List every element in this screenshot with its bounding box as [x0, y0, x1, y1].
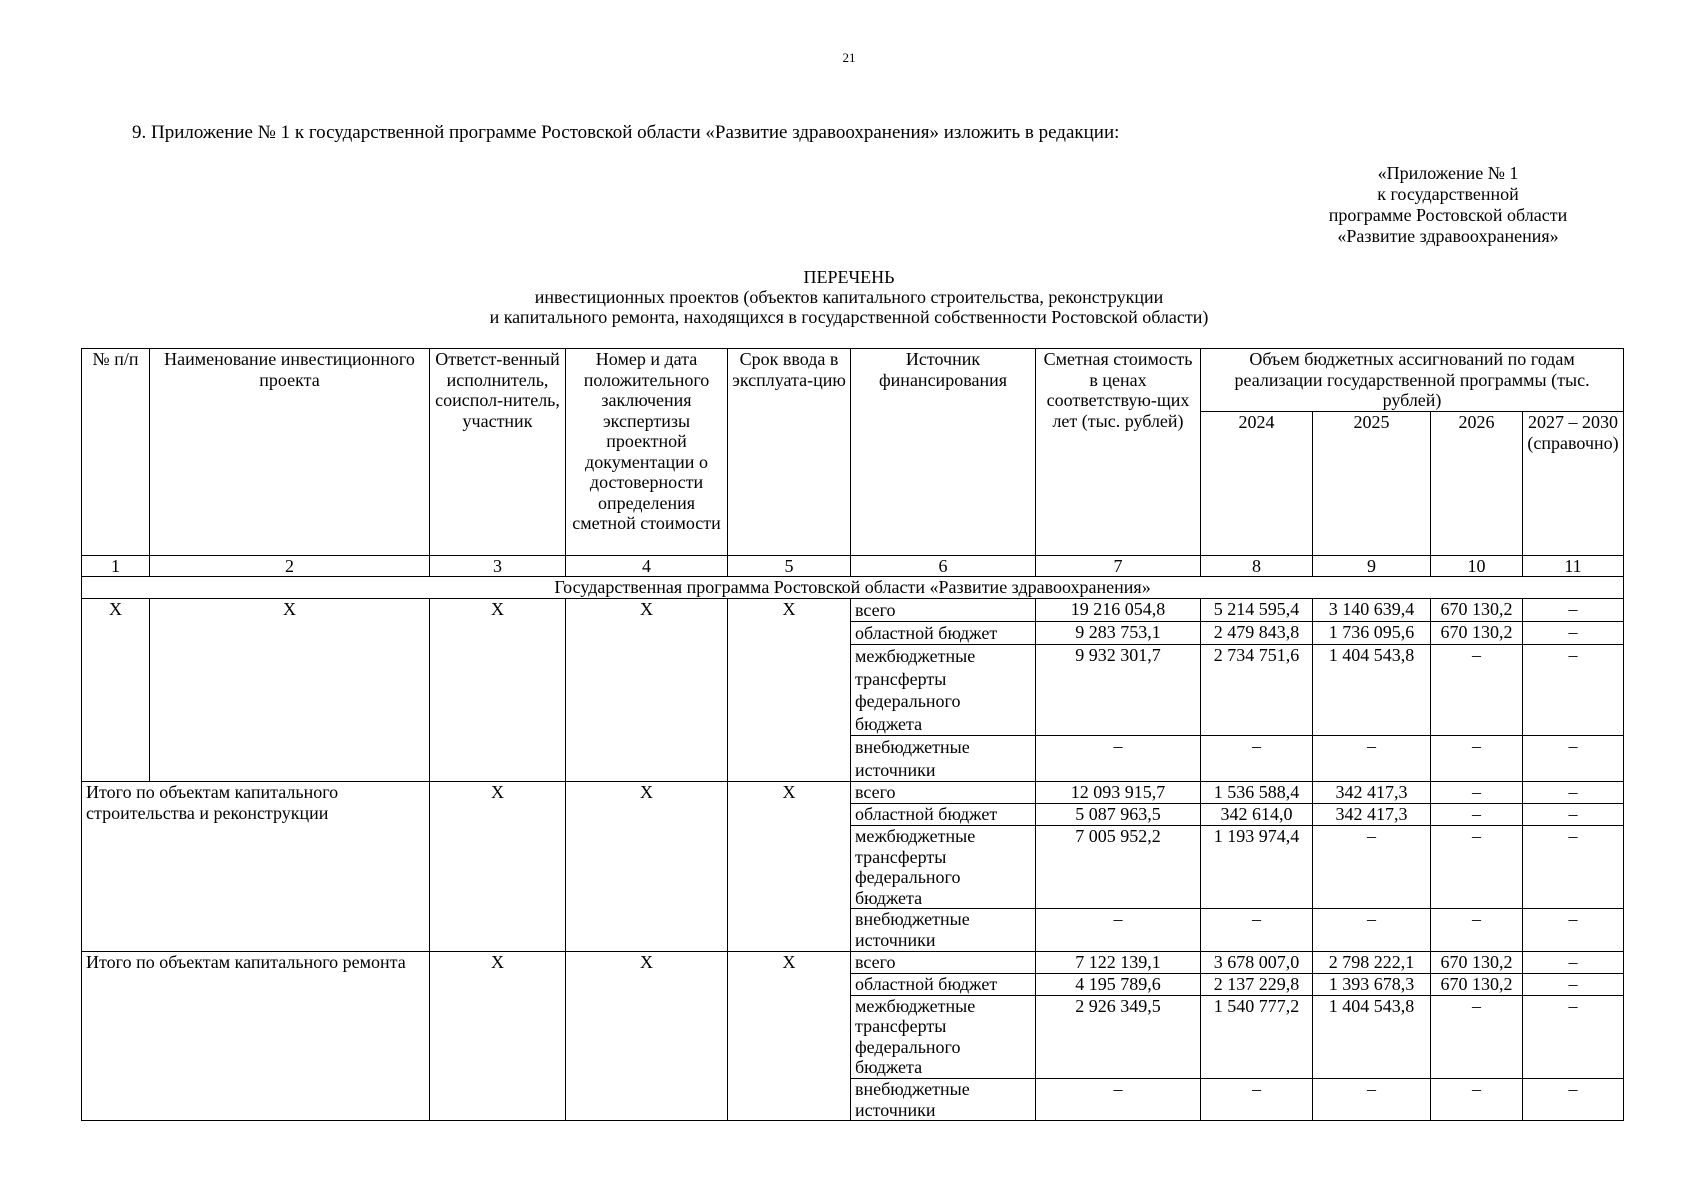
x-mark: X [150, 599, 430, 782]
header-funding-source: Источник финансирования [851, 349, 1036, 556]
x-mark: X [566, 782, 728, 952]
x-mark: X [728, 951, 851, 1121]
column-number: 1 [82, 556, 150, 577]
cell-2026: – [1431, 909, 1523, 951]
cell-2024: 2 137 229,8 [1201, 973, 1313, 995]
source-label: внебюджетные источники [851, 909, 1036, 951]
cell-2025: 2 798 222,1 [1313, 951, 1431, 973]
cell-2027-2030: – [1523, 804, 1624, 826]
cell-2026: – [1431, 826, 1523, 909]
column-number: 8 [1201, 556, 1313, 577]
cell-estimated-cost: – [1036, 1078, 1201, 1120]
cell-2027-2030: – [1523, 995, 1624, 1078]
x-mark: X [430, 599, 566, 782]
cell-2024: – [1201, 736, 1313, 782]
header-num: № п/п [82, 349, 150, 556]
x-mark: X [566, 951, 728, 1121]
header-estimated-cost: Сметная стоимость в ценах соответствую-щих лет (тыс. рублей) [1036, 349, 1201, 556]
cell-2024: 1 536 588,4 [1201, 782, 1313, 804]
header-expertise: Номер и дата положительного заключения экспертизы проектной документации о достоверности определения сметной стоимости [566, 349, 728, 556]
group-name: Итого по объектам капитального ремонта [82, 951, 430, 1121]
document-title [0, 267, 1698, 327]
cell-estimated-cost: 5 087 963,5 [1036, 804, 1201, 826]
cell-2024: 1 540 777,2 [1201, 995, 1313, 1078]
column-number: 7 [1036, 556, 1201, 577]
cell-2027-2030: – [1523, 645, 1624, 736]
cell-2025: 1 736 095,6 [1313, 622, 1431, 645]
column-number: 5 [728, 556, 851, 577]
cell-2026: 670 130,2 [1431, 973, 1523, 995]
cell-estimated-cost: 7 005 952,2 [1036, 826, 1201, 909]
appendix-reference [1278, 163, 1618, 247]
source-label: всего [851, 782, 1036, 804]
appendix-line: «Развитие здравоохранения» [1337, 226, 1559, 246]
cell-estimated-cost: – [1036, 736, 1201, 782]
column-number: 3 [430, 556, 566, 577]
appendix-line: программе Ростовской области [1328, 205, 1568, 225]
cell-2024: – [1201, 1078, 1313, 1120]
cell-estimated-cost: 9 283 753,1 [1036, 622, 1201, 645]
cell-2024: 2 734 751,6 [1201, 645, 1313, 736]
cell-2027-2030: – [1523, 622, 1624, 645]
cell-2025: 1 393 678,3 [1313, 973, 1431, 995]
cell-2027-2030: – [1523, 826, 1624, 909]
header-years-2027-2030: 2027 – 2030 (справочно) [1523, 412, 1624, 556]
cell-2027-2030: – [1523, 782, 1624, 804]
cell-estimated-cost: 12 093 915,7 [1036, 782, 1201, 804]
cell-2025: 3 140 639,4 [1313, 599, 1431, 622]
source-label: межбюджетные трансферты федерального бюджета [851, 826, 1036, 909]
source-label: всего [851, 951, 1036, 973]
cell-estimated-cost: 19 216 054,8 [1036, 599, 1201, 622]
x-mark: X [728, 782, 851, 952]
column-number: 4 [566, 556, 728, 577]
x-mark: X [728, 599, 851, 782]
column-number: 2 [150, 556, 430, 577]
cell-2026: – [1431, 995, 1523, 1078]
cell-2027-2030: – [1523, 909, 1624, 951]
cell-2025: – [1313, 736, 1431, 782]
header-year-2025: 2025 [1313, 412, 1431, 556]
header-year-2024: 2024 [1201, 412, 1313, 556]
cell-2025: 342 417,3 [1313, 804, 1431, 826]
cell-2025: – [1313, 909, 1431, 951]
cell-2027-2030: – [1523, 1078, 1624, 1120]
cell-2026: 670 130,2 [1431, 622, 1523, 645]
source-label: областной бюджет [851, 804, 1036, 826]
cell-2027-2030: – [1523, 973, 1624, 995]
column-number: 11 [1523, 556, 1624, 577]
header-executor: Ответст-венный исполнитель, соиспол-нитель, участник [430, 349, 566, 556]
cell-2027-2030: – [1523, 736, 1624, 782]
column-number: 10 [1431, 556, 1523, 577]
cell-2025: – [1313, 826, 1431, 909]
cell-2026: 670 130,2 [1431, 951, 1523, 973]
cell-estimated-cost: 9 932 301,7 [1036, 645, 1201, 736]
source-label: внебюджетные источники [851, 1078, 1036, 1120]
cell-2026: – [1431, 1078, 1523, 1120]
cell-2025: 1 404 543,8 [1313, 995, 1431, 1078]
title-line: ПЕРЕЧЕНЬ [803, 267, 895, 287]
source-label: областной бюджет [851, 973, 1036, 995]
cell-2024: 3 678 007,0 [1201, 951, 1313, 973]
cell-2025: 342 417,3 [1313, 782, 1431, 804]
title-line: и капитального ремонта, находящихся в государственной собственности Ростовской области) [489, 307, 1209, 327]
cell-2025: – [1313, 1078, 1431, 1120]
column-number: 6 [851, 556, 1036, 577]
header-commissioning: Срок ввода в эксплуата-цию [728, 349, 851, 556]
cell-2026: 670 130,2 [1431, 599, 1523, 622]
cell-estimated-cost: 2 926 349,5 [1036, 995, 1201, 1078]
cell-2026: – [1431, 645, 1523, 736]
appendix-line: к государственной [1377, 184, 1519, 204]
group-name: Итого по объектам капитального строительства и реконструкции [82, 782, 430, 952]
column-number: 9 [1313, 556, 1431, 577]
cell-2024: 2 479 843,8 [1201, 622, 1313, 645]
source-label: областной бюджет [851, 622, 1036, 645]
source-label: межбюджетные трансферты федерального бюджета [851, 645, 1036, 736]
cell-2025: 1 404 543,8 [1313, 645, 1431, 736]
title-line: инвестиционных проектов (объектов капитального строительства, реконструкции [534, 287, 1164, 307]
cell-estimated-cost: 4 195 789,6 [1036, 973, 1201, 995]
header-year-2026: 2026 [1431, 412, 1523, 556]
x-mark: X [430, 782, 566, 952]
cell-2024: 5 214 595,4 [1201, 599, 1313, 622]
header-budget-allocations: Объем бюджетных ассигнований по годам реализации государственной программы (тыс. рублей) [1201, 349, 1624, 412]
cell-2026: – [1431, 782, 1523, 804]
cell-2027-2030: – [1523, 599, 1624, 622]
cell-2026: – [1431, 804, 1523, 826]
amendment-intro: 9. Приложение № 1 к государственной программе Ростовской области «Развитие здравоохранения» изложить в редакции: [132, 122, 1120, 143]
x-mark: X [82, 599, 150, 782]
source-label: всего [851, 599, 1036, 622]
x-mark: X [430, 951, 566, 1121]
appendix-line: «Приложение № 1 [1377, 163, 1519, 183]
page-number: 21 [842, 50, 856, 65]
x-mark: X [566, 599, 728, 782]
cell-2024: – [1201, 909, 1313, 951]
cell-2026: – [1431, 736, 1523, 782]
cell-estimated-cost: – [1036, 909, 1201, 951]
source-label: межбюджетные трансферты федерального бюджета [851, 995, 1036, 1078]
cell-2027-2030: – [1523, 951, 1624, 973]
header-project-name: Наименование инвестиционного проекта [150, 349, 430, 556]
cell-2024: 342 614,0 [1201, 804, 1313, 826]
cell-2024: 1 193 974,4 [1201, 826, 1313, 909]
cell-estimated-cost: 7 122 139,1 [1036, 951, 1201, 973]
program-section-row: Государственная программа Ростовской области «Развитие здравоохранения» [82, 577, 1624, 599]
investment-projects-table [81, 348, 1624, 1121]
source-label: внебюджетные источники [851, 736, 1036, 782]
